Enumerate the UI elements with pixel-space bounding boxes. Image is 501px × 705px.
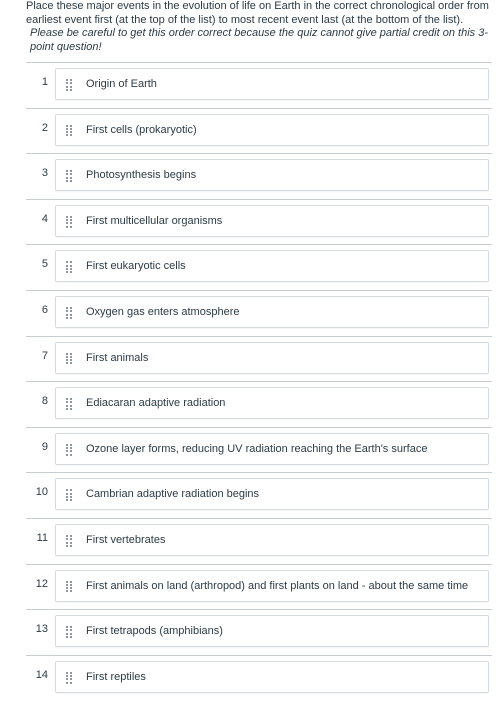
item-number: 1	[41, 76, 48, 88]
draggable-item-card[interactable]	[55, 661, 489, 693]
list-item	[26, 62, 492, 107]
item-label: First animals	[86, 351, 149, 364]
item-label: First reptiles	[86, 670, 146, 683]
item-label: First eukaryotic cells	[86, 260, 186, 273]
list-item	[26, 336, 492, 381]
item-label: Origin of Earth	[86, 78, 157, 90]
item-label: Photosynthesis begins	[86, 169, 197, 182]
draggable-item-card[interactable]	[55, 159, 489, 191]
list-item	[26, 564, 492, 609]
item-label: Cambrian adaptive radiation begins	[86, 488, 260, 501]
list-item	[26, 244, 492, 289]
item-number: 13	[35, 623, 48, 636]
list-item	[26, 108, 492, 153]
drag-handle-icon[interactable]	[66, 79, 74, 91]
item-label: First animals on land (arthropod) and first plants on land - about the same time	[86, 579, 469, 592]
item-label: First vertebrates	[86, 534, 166, 546]
draggable-item-card[interactable]	[55, 433, 489, 465]
draggable-item-card[interactable]	[55, 114, 489, 146]
item-number: 12	[35, 577, 48, 590]
draggable-item-card[interactable]	[55, 205, 489, 237]
list-item	[26, 472, 492, 517]
item-label: First multicellular organisms	[86, 214, 223, 227]
drag-handle-icon[interactable]	[66, 125, 74, 137]
list-item	[26, 609, 492, 654]
instructions-text: Place these major events in the evolution of life on Earth in the correct chronological order from earliest event first (at the top of the list) to most recent event last (at the bottom of the list).	[26, 0, 489, 26]
item-number: 5	[41, 258, 48, 271]
list-item	[26, 290, 492, 335]
list-item	[26, 518, 492, 563]
item-number: 3	[41, 167, 48, 180]
draggable-item-card[interactable]	[55, 524, 489, 556]
item-number: 6	[41, 304, 48, 316]
drag-handle-icon[interactable]	[66, 626, 74, 638]
item-label: Oxygen gas enters atmosphere	[86, 306, 240, 318]
question-instructions	[26, 0, 491, 54]
item-number: 10	[35, 486, 48, 499]
list-item	[26, 381, 492, 426]
draggable-item-card[interactable]	[55, 387, 489, 419]
list-item	[26, 199, 492, 244]
item-number: 11	[36, 532, 48, 544]
item-number: 8	[41, 395, 48, 408]
drag-handle-icon[interactable]	[66, 261, 74, 273]
item-number: 2	[41, 121, 48, 134]
item-number: 4	[41, 212, 48, 225]
drag-handle-icon[interactable]	[66, 216, 74, 228]
draggable-item-card[interactable]	[55, 296, 489, 328]
draggable-item-card[interactable]	[55, 342, 489, 374]
item-label: First tetrapods (amphibians)	[86, 625, 223, 638]
draggable-item-card[interactable]	[55, 570, 489, 602]
list-item	[26, 655, 492, 705]
item-number: 14	[35, 668, 48, 681]
draggable-item-card[interactable]	[55, 68, 489, 100]
item-label: First cells (prokaryotic)	[86, 123, 197, 136]
drag-handle-icon[interactable]	[66, 581, 74, 593]
item-label: Ediacaran adaptive radiation	[86, 397, 226, 410]
drag-handle-icon[interactable]	[66, 398, 74, 410]
draggable-item-card[interactable]	[55, 478, 489, 510]
list-item	[26, 153, 492, 198]
drag-handle-icon[interactable]	[66, 307, 74, 319]
drag-handle-icon[interactable]	[66, 444, 74, 456]
drag-handle-icon[interactable]	[66, 170, 74, 182]
instructions-warning: Please be careful to get this order correct because the quiz cannot give partial credit on this 3-point question!	[30, 27, 488, 53]
item-label: Ozone layer forms, reducing UV radiation reaching the Earth's surface	[86, 442, 428, 455]
drag-handle-icon[interactable]	[66, 353, 74, 365]
drag-handle-icon[interactable]	[66, 535, 74, 547]
list-item	[26, 427, 492, 472]
item-number: 7	[41, 349, 48, 362]
item-number: 9	[41, 440, 48, 453]
draggable-item-card[interactable]	[55, 615, 489, 647]
drag-handle-icon[interactable]	[66, 489, 74, 501]
drag-handle-icon[interactable]	[66, 672, 74, 684]
draggable-item-card[interactable]	[55, 250, 489, 282]
